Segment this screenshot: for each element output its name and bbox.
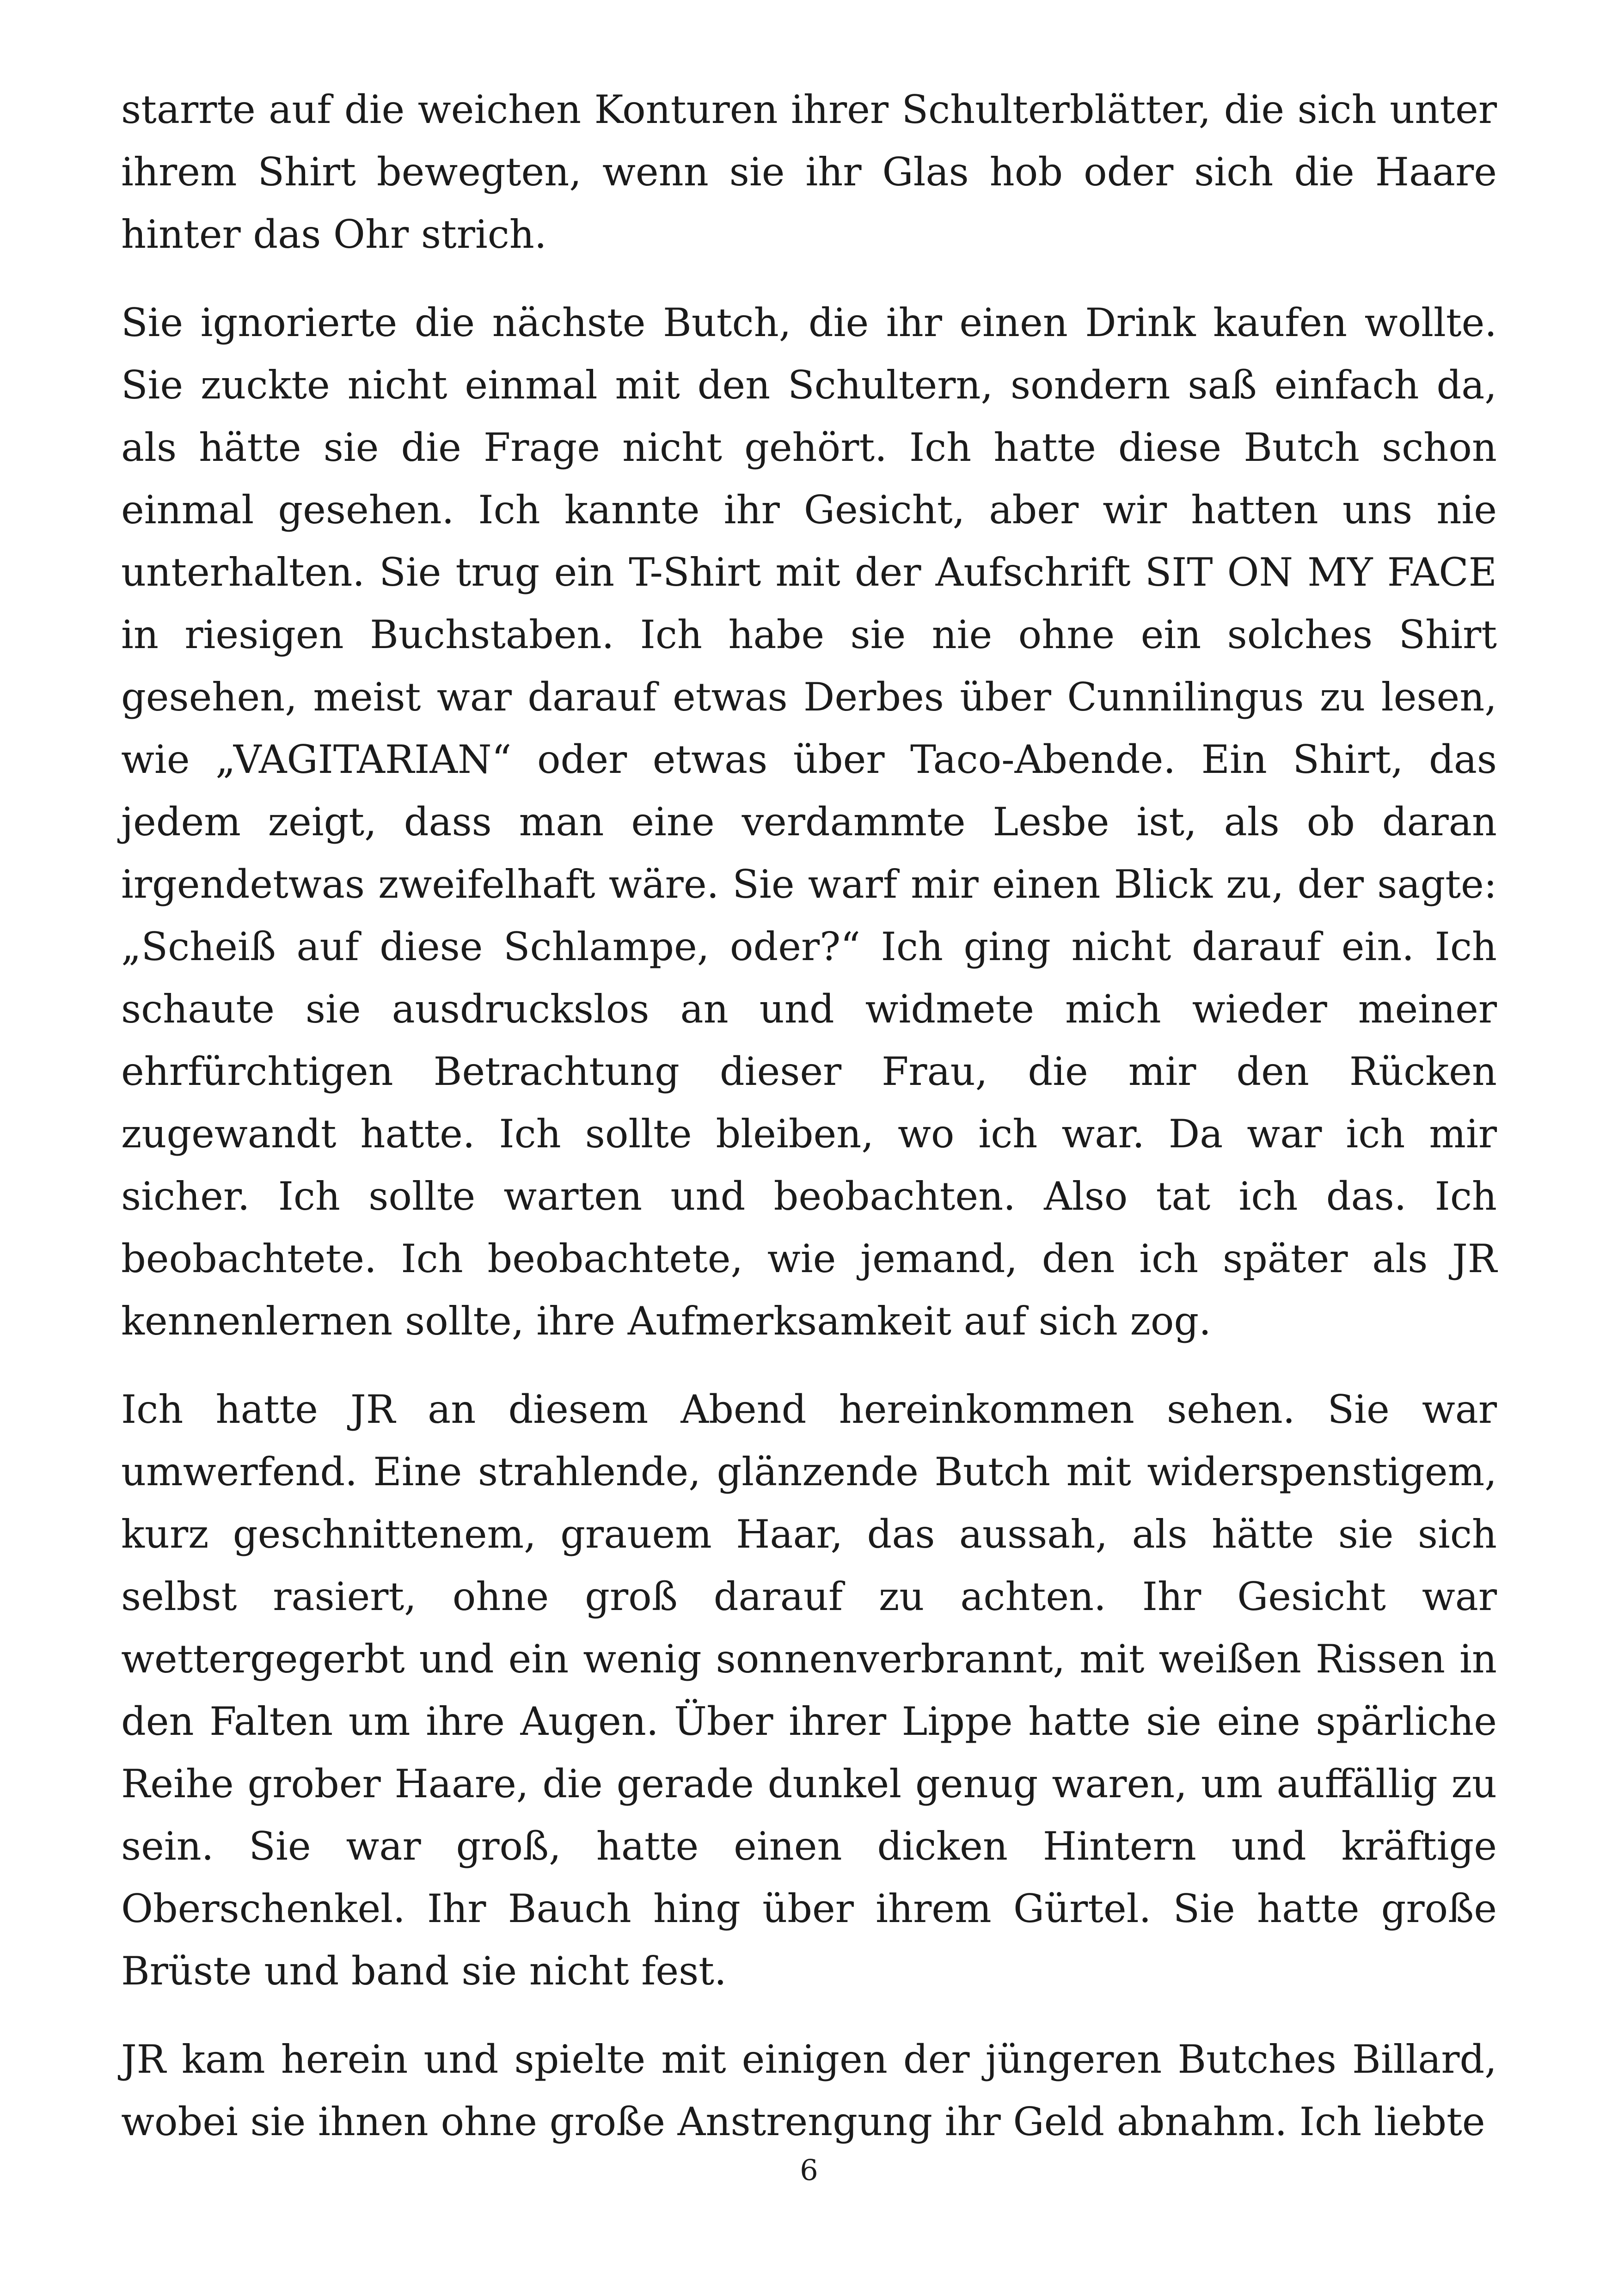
paragraph-3: Ich hatte JR an diesem Abend hereinkommen sehen. Sie war umwerfend. Eine strahlende, glänzende Butch mit widerspenstigem, kurz geschnittenem, grauem Haar, das aussah, als hätte sie sich selbst rasiert, ohne groß darauf zu achten. Ihr Gesicht war wettergegerbt und ein wenig sonnenverbrannt, mit weißen Rissen in den Falten um ihre Augen. Über ihrer Lippe hatte sie eine spärliche Reihe grober Haare, die gerade dunkel genug waren, um auffällig zu sein. Sie war groß, hatte einen dicken Hintern und kräftige Oberschenkel. Ihr Bauch hing über ihrem Gürtel. Sie hatte große Brüste und band sie nicht fest. xyxy=(121,1387,1497,1994)
paragraph-2: Sie ignorierte die nächste Butch, die ihr einen Drink kaufen wollte. Sie zuckte nicht einmal mit den Schultern, sondern saß einfach da, als hätte sie die Frage nicht gehört. Ich hatte diese Butch schon einmal gesehen. Ich kannte ihr Gesicht, aber wir hatten uns nie unterhalten. Sie trug ein T-Shirt mit der Aufschrift SIT ON MY FACE in riesigen Buchstaben. Ich habe sie nie ohne ein solches Shirt gesehen, meist war darauf etwas Derbes über Cunnilingus zu lesen, wie „VAGITARIAN“ oder etwas über Taco-Abende. Ein Shirt, das jedem zeigt, dass man eine verdammte Lesbe ist, als ob daran irgendetwas zweifelhaft wäre. Sie warf mir einen Blick zu, der sagte: „Scheiß auf diese Schlampe, oder?“ Ich ging nicht darauf ein. Ich schaute sie ausdruckslos an und widmete mich wieder meiner ehrfürchtigen Betrachtung dieser Frau, die mir den Rücken zugewandt hatte. Ich sollte bleiben, wo ich war. Da war ich mir sicher. Ich sollte warten und beobachten. Also tat ich das. Ich beobachtete. Ich beobachtete, wie jemand, den ich später als JR kennenlernen sollte, ihre Aufmerksamkeit auf sich zog. xyxy=(121,300,1497,1344)
paragraph-4: JR kam herein und spielte mit einigen der jüngeren Butches Billard, wobei sie ihnen ohne große Anstrengung ihr Geld abnahm. Ich liebte xyxy=(121,2037,1497,2144)
page-number: 6 xyxy=(800,2153,818,2187)
body-text xyxy=(121,79,1497,2179)
paragraph-1: starrte auf die weichen Konturen ihrer Schulterblätter, die sich unter ihrem Shirt bewegten, wenn sie ihr Glas hob oder sich die Haare hinter das Ohr strich. xyxy=(121,87,1497,257)
